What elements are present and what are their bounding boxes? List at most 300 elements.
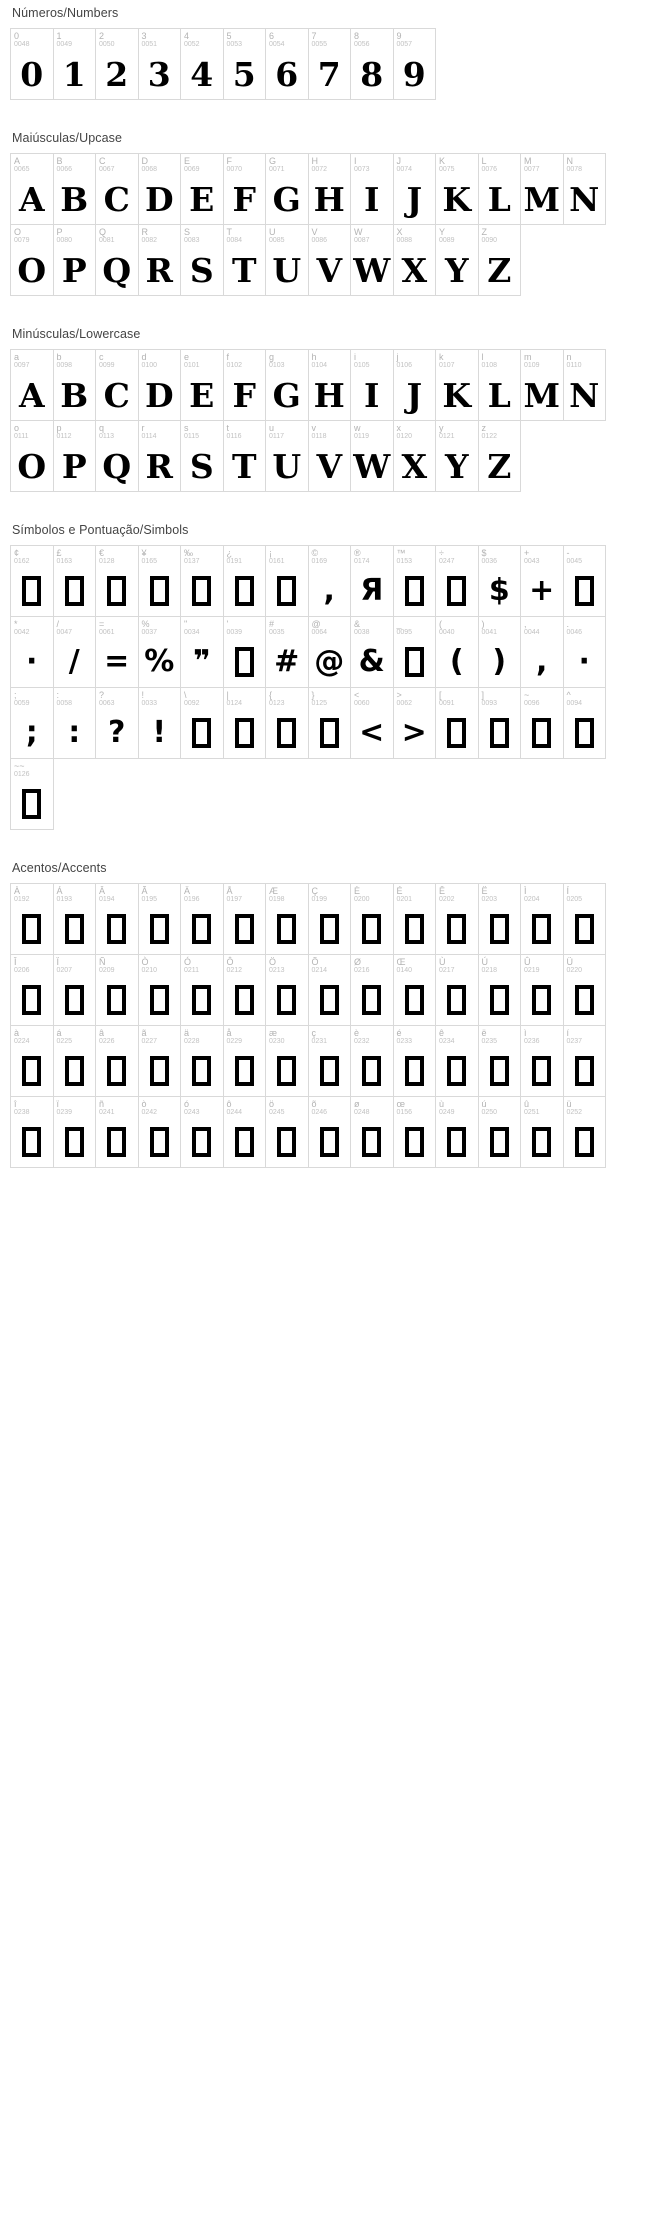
glyph-cell[interactable]: [350, 153, 394, 225]
glyph-cell[interactable]: [563, 616, 607, 688]
glyph-cell[interactable]: [95, 954, 139, 1026]
glyph-cell[interactable]: [308, 420, 352, 492]
glyph-char-label: ó: [184, 1099, 190, 1109]
glyph-code-label: 0203: [481, 896, 498, 903]
glyph-cell[interactable]: [308, 954, 352, 1026]
glyph-preview: %: [144, 644, 175, 679]
glyph-cell[interactable]: [265, 224, 309, 296]
glyph-cell[interactable]: [520, 153, 564, 225]
glyph-cell[interactable]: [478, 883, 522, 955]
glyph-preview: [394, 637, 436, 687]
glyph-preview: F: [232, 375, 256, 415]
glyph-cell[interactable]: [138, 1025, 182, 1097]
glyph-cell[interactable]: [435, 687, 479, 759]
glyph-cell[interactable]: [10, 687, 54, 759]
glyph-code-label: 0073: [354, 166, 370, 173]
section-title: Acentos/Accents: [12, 861, 107, 875]
glyph-grid: [10, 545, 638, 829]
glyph-cell[interactable]: [393, 28, 437, 100]
glyph-code-label: 0249: [439, 1109, 455, 1116]
glyph-cell[interactable]: [180, 883, 224, 955]
glyph-cell[interactable]: [308, 28, 352, 100]
glyph-preview: [436, 1046, 478, 1096]
glyph-cell[interactable]: [180, 420, 224, 492]
glyph-cell[interactable]: [435, 1025, 479, 1097]
glyph-cell[interactable]: [138, 1096, 182, 1168]
glyph-cell[interactable]: [138, 28, 182, 100]
glyph-cell[interactable]: [308, 687, 352, 759]
glyph-cell[interactable]: [95, 687, 139, 759]
glyph-preview: R: [145, 250, 173, 290]
glyph-char-label: €: [99, 548, 105, 558]
glyph-cell[interactable]: [223, 349, 267, 421]
glyph-cell[interactable]: [520, 1025, 564, 1097]
glyph-cell[interactable]: [520, 883, 564, 955]
glyph-cell[interactable]: [10, 954, 54, 1026]
glyph-code-label: 0217: [439, 967, 455, 974]
glyph-cell[interactable]: [350, 1096, 394, 1168]
glyph-cell[interactable]: [138, 954, 182, 1026]
glyph-preview: Y: [444, 250, 469, 290]
glyph-preview: [139, 1046, 181, 1096]
glyph-cell[interactable]: [563, 954, 607, 1026]
glyph-preview: 1: [62, 54, 86, 94]
glyph-code-label: 0099: [99, 362, 115, 369]
glyph-char-label: 3: [141, 31, 147, 41]
glyph-preview: [54, 1046, 96, 1096]
glyph-char-label: $: [481, 548, 487, 558]
glyph-cell[interactable]: [53, 954, 97, 1026]
glyph-code-label: 0251: [524, 1109, 540, 1116]
glyph-cell[interactable]: [350, 616, 394, 688]
glyph-preview: <: [359, 715, 385, 750]
glyph-cell[interactable]: [308, 883, 352, 955]
glyph-cell[interactable]: [265, 883, 309, 955]
glyph-cell[interactable]: [95, 1096, 139, 1168]
glyph-code-label: 0040: [439, 629, 455, 636]
glyph-cell[interactable]: [180, 349, 224, 421]
glyph-cell[interactable]: [563, 1096, 607, 1168]
glyph-cell[interactable]: [350, 687, 394, 759]
glyph-preview: B: [60, 375, 89, 415]
glyph-cell[interactable]: [478, 420, 522, 492]
glyph-cell[interactable]: [138, 349, 182, 421]
glyph-cell[interactable]: [95, 883, 139, 955]
glyph-cell[interactable]: [350, 224, 394, 296]
glyph-cell[interactable]: [95, 28, 139, 100]
glyph-cell[interactable]: [435, 153, 479, 225]
glyph-preview: [309, 1046, 351, 1096]
glyph-cell[interactable]: [223, 1025, 267, 1097]
glyph-cell[interactable]: [308, 545, 352, 617]
glyph-cell[interactable]: [10, 28, 54, 100]
glyph-cell[interactable]: [350, 954, 394, 1026]
glyph-cell[interactable]: [393, 153, 437, 225]
glyph-cell[interactable]: [53, 883, 97, 955]
glyph-cell[interactable]: [520, 616, 564, 688]
glyph-preview: [309, 1117, 351, 1167]
glyph-cell[interactable]: [53, 224, 97, 296]
glyph-preview: 3: [147, 54, 171, 94]
glyph-preview: [394, 1117, 436, 1167]
section-spacer: [0, 491, 661, 507]
glyph-cell[interactable]: [478, 616, 522, 688]
glyph-code-label: 0163: [56, 558, 73, 565]
glyph-cell[interactable]: [520, 349, 564, 421]
glyph-char-label: Ñ: [99, 957, 106, 967]
glyph-cell[interactable]: [223, 616, 267, 688]
glyph-cell[interactable]: [10, 153, 54, 225]
glyph-char-label: ¢: [14, 548, 20, 558]
glyph-char-label: ç: [311, 1028, 316, 1038]
glyph-section-numbers: [0, 0, 661, 115]
section-title: Maiúsculas/Upcase: [12, 131, 123, 145]
glyph-char-label: u: [269, 423, 275, 433]
glyph-cell[interactable]: [53, 153, 97, 225]
glyph-preview: R: [145, 446, 173, 486]
glyph-cell[interactable]: [180, 954, 224, 1026]
glyph-cell[interactable]: [10, 1025, 54, 1097]
glyph-cell[interactable]: [393, 954, 437, 1026]
glyph-cell[interactable]: [138, 687, 182, 759]
glyph-cell[interactable]: [10, 1096, 54, 1168]
glyph-code-label: 0080: [56, 237, 73, 244]
glyph-cell[interactable]: [95, 616, 139, 688]
glyph-code-label: 0061: [99, 629, 115, 636]
glyph-preview: [224, 566, 266, 616]
glyph-cell[interactable]: [180, 1025, 224, 1097]
glyph-cell[interactable]: [53, 28, 97, 100]
glyph-cell[interactable]: [308, 349, 352, 421]
glyph-cell[interactable]: [223, 1096, 267, 1168]
glyph-cell[interactable]: [393, 687, 437, 759]
glyph-cell[interactable]: [350, 1025, 394, 1097]
glyph-cell[interactable]: [265, 687, 309, 759]
glyph-cell[interactable]: [393, 349, 437, 421]
glyph-cell[interactable]: [478, 687, 522, 759]
glyph-char-label: Æ: [269, 886, 278, 896]
glyph-cell[interactable]: [223, 28, 267, 100]
glyph-code-label: 0098: [56, 362, 73, 369]
glyph-code-label: 0106: [396, 362, 413, 369]
glyph-cell[interactable]: [53, 616, 97, 688]
glyph-cell[interactable]: [138, 616, 182, 688]
glyph-preview: T: [231, 250, 257, 290]
glyph-char-label: æ: [269, 1028, 278, 1038]
glyph-cell[interactable]: [563, 1025, 607, 1097]
glyph-preview: ): [492, 644, 507, 679]
glyph-preview: H: [313, 179, 345, 219]
glyph-cell[interactable]: [223, 153, 267, 225]
glyph-char-label: Y: [439, 227, 446, 237]
glyph-cell[interactable]: [53, 1025, 97, 1097]
glyph-cell[interactable]: [435, 883, 479, 955]
glyph-cell[interactable]: [393, 616, 437, 688]
glyph-preview: [139, 1117, 181, 1167]
glyph-preview: K: [442, 375, 472, 415]
glyph-cell[interactable]: [265, 1096, 309, 1168]
glyph-cell[interactable]: [520, 545, 564, 617]
glyph-char-label: n: [566, 352, 572, 362]
glyph-cell[interactable]: [53, 349, 97, 421]
glyph-code-label: 0244: [226, 1109, 243, 1116]
glyph-preview: [436, 1117, 478, 1167]
glyph-cell[interactable]: [10, 616, 54, 688]
glyph-cell[interactable]: [180, 224, 224, 296]
glyph-code-label: 0082: [141, 237, 158, 244]
glyph-cell[interactable]: [95, 420, 139, 492]
glyph-cell[interactable]: [95, 224, 139, 296]
glyph-code-label: 0165: [141, 558, 158, 565]
glyph-preview: N: [569, 179, 600, 219]
glyph-cell[interactable]: [265, 1025, 309, 1097]
glyph-cell[interactable]: [10, 883, 54, 955]
glyph-preview: [96, 975, 138, 1025]
glyph-cell[interactable]: [265, 153, 309, 225]
glyph-cell[interactable]: [520, 687, 564, 759]
glyph-code-label: 0199: [311, 896, 328, 903]
glyph-char-label: }: [311, 690, 315, 700]
glyph-preview: [139, 975, 181, 1025]
glyph-code-label: 0140: [396, 967, 413, 974]
glyph-char-label: ù: [439, 1099, 445, 1109]
glyph-char-label: V: [311, 227, 318, 237]
glyph-code-label: 0068: [141, 166, 158, 173]
glyph-cell[interactable]: [393, 545, 437, 617]
glyph-code-label: 0116: [226, 433, 242, 440]
glyph-code-label: 0038: [354, 629, 370, 636]
glyph-cell[interactable]: [393, 224, 437, 296]
glyph-cell[interactable]: [563, 545, 607, 617]
glyph-cell[interactable]: [478, 954, 522, 1026]
glyph-char-label: v: [311, 423, 316, 433]
glyph-cell[interactable]: [223, 420, 267, 492]
glyph-char-label: T: [226, 227, 232, 237]
glyph-cell[interactable]: [308, 1025, 352, 1097]
glyph-cell[interactable]: [53, 1096, 97, 1168]
glyph-char-label: P: [56, 227, 63, 237]
glyph-char-label: î: [14, 1099, 17, 1109]
glyph-cell[interactable]: [350, 883, 394, 955]
glyph-cell[interactable]: [563, 153, 607, 225]
glyph-cell[interactable]: [435, 420, 479, 492]
glyph-cell[interactable]: [10, 224, 54, 296]
glyph-code-label: 0108: [481, 362, 498, 369]
glyph-cell[interactable]: [180, 687, 224, 759]
glyph-char-label: É: [396, 886, 403, 896]
glyph-cell[interactable]: [563, 687, 607, 759]
glyph-cell[interactable]: [435, 616, 479, 688]
glyph-code-label: 0128: [99, 558, 115, 565]
glyph-cell[interactable]: [393, 883, 437, 955]
glyph-cell[interactable]: [265, 349, 309, 421]
glyph-char-label: 2: [99, 31, 105, 41]
glyph-cell[interactable]: [435, 224, 479, 296]
glyph-cell[interactable]: [350, 28, 394, 100]
glyph-code-label: 0112: [56, 433, 72, 440]
glyph-char-label: 8: [354, 31, 360, 41]
glyph-char-label: ê: [439, 1028, 445, 1038]
glyph-cell[interactable]: [138, 545, 182, 617]
glyph-char-label: Ó: [184, 957, 192, 967]
glyph-cell[interactable]: [138, 420, 182, 492]
glyph-preview: ?: [108, 715, 126, 750]
glyph-cell[interactable]: [435, 349, 479, 421]
glyph-cell[interactable]: [10, 545, 54, 617]
glyph-cell[interactable]: [53, 545, 97, 617]
glyph-char-label: g: [269, 352, 275, 362]
glyph-char-label: L: [481, 156, 487, 166]
glyph-cell[interactable]: [265, 28, 309, 100]
glyph-cell[interactable]: [308, 616, 352, 688]
glyph-char-label: Ø: [354, 957, 362, 967]
glyph-cell[interactable]: [223, 883, 267, 955]
glyph-preview: [181, 1046, 223, 1096]
glyph-cell[interactable]: [350, 349, 394, 421]
glyph-preview: [266, 708, 308, 758]
glyph-cell[interactable]: [393, 420, 437, 492]
glyph-cell[interactable]: [138, 153, 182, 225]
glyph-section-lowercase: [0, 321, 661, 507]
glyph-cell[interactable]: [10, 758, 54, 830]
glyph-preview: [436, 566, 478, 616]
glyph-code-label: 0200: [354, 896, 370, 903]
glyph-char-label: À: [14, 886, 21, 896]
glyph-cell[interactable]: [10, 349, 54, 421]
glyph-cell[interactable]: [563, 883, 607, 955]
glyph-code-label: 0051: [141, 41, 158, 48]
glyph-cell[interactable]: [478, 1025, 522, 1097]
glyph-cell[interactable]: [180, 153, 224, 225]
glyph-preview: [564, 1117, 606, 1167]
glyph-cell[interactable]: [53, 420, 97, 492]
glyph-cell[interactable]: [95, 349, 139, 421]
glyph-char-label: ™: [396, 548, 406, 558]
glyph-cell[interactable]: [478, 1096, 522, 1168]
glyph-cell[interactable]: [350, 545, 394, 617]
glyph-cell[interactable]: [53, 687, 97, 759]
glyph-cell[interactable]: [308, 153, 352, 225]
glyph-preview: 2: [105, 54, 129, 94]
glyph-preview: [266, 975, 308, 1025]
glyph-cell[interactable]: [223, 954, 267, 1026]
glyph-preview: Y: [444, 446, 469, 486]
glyph-cell[interactable]: [350, 420, 394, 492]
glyph-code-label: 0212: [226, 967, 243, 974]
glyph-preview: +: [529, 573, 555, 608]
glyph-cell[interactable]: [138, 224, 182, 296]
glyph-char-label: W: [354, 227, 363, 237]
glyph-cell[interactable]: [308, 1096, 352, 1168]
glyph-code-label: 0085: [269, 237, 285, 244]
glyph-char-label: E: [184, 156, 191, 166]
glyph-cell[interactable]: [393, 1096, 437, 1168]
glyph-char-label: F: [226, 156, 232, 166]
glyph-char-label: m: [524, 352, 532, 362]
glyph-cell[interactable]: [478, 349, 522, 421]
glyph-code-label: 0124: [226, 700, 243, 707]
glyph-code-label: 0198: [269, 896, 285, 903]
glyph-char-label: #: [269, 619, 275, 629]
glyph-cell[interactable]: [520, 1096, 564, 1168]
glyph-char-label: &: [354, 619, 361, 629]
glyph-cell[interactable]: [138, 883, 182, 955]
glyph-code-label: 0111: [14, 433, 29, 440]
glyph-cell[interactable]: [95, 153, 139, 225]
glyph-code-label: 0248: [354, 1109, 370, 1116]
glyph-cell[interactable]: [435, 545, 479, 617]
glyph-preview: [54, 975, 96, 1025]
glyph-cell[interactable]: [265, 420, 309, 492]
glyph-cell[interactable]: [95, 545, 139, 617]
glyph-preview: /: [68, 644, 80, 679]
glyph-code-label: 0153: [396, 558, 413, 565]
glyph-char-label: .: [566, 619, 570, 629]
glyph-code-label: 0101: [184, 362, 200, 369]
glyph-char-label: å: [226, 1028, 232, 1038]
glyph-preview: [11, 779, 53, 829]
glyph-preview: [54, 566, 96, 616]
glyph-cell[interactable]: [478, 153, 522, 225]
glyph-cell[interactable]: [223, 224, 267, 296]
glyph-code-label: 0218: [481, 967, 498, 974]
glyph-cell[interactable]: [265, 616, 309, 688]
glyph-cell[interactable]: [180, 28, 224, 100]
glyph-cell[interactable]: [435, 954, 479, 1026]
glyph-code-label: 0245: [269, 1109, 285, 1116]
glyph-preview: [96, 1046, 138, 1096]
glyph-cell[interactable]: [393, 1025, 437, 1097]
glyph-preview: [181, 975, 223, 1025]
glyph-char-label: Œ: [396, 957, 406, 967]
glyph-char-label: ò: [141, 1099, 147, 1109]
glyph-cell[interactable]: [478, 545, 522, 617]
glyph-preview: M: [523, 179, 561, 219]
glyph-cell[interactable]: [520, 954, 564, 1026]
glyph-char-label: ñ: [99, 1099, 105, 1109]
glyph-code-label: 0044: [524, 629, 540, 636]
glyph-cell[interactable]: [478, 224, 522, 296]
glyph-cell[interactable]: [435, 1096, 479, 1168]
glyph-preview: [564, 1046, 606, 1096]
glyph-cell[interactable]: [223, 687, 267, 759]
glyph-code-label: 0072: [311, 166, 328, 173]
glyph-cell[interactable]: [180, 616, 224, 688]
glyph-code-label: 0036: [481, 558, 498, 565]
glyph-cell[interactable]: [95, 1025, 139, 1097]
glyph-cell[interactable]: [223, 545, 267, 617]
glyph-char-label: {: [269, 690, 273, 700]
glyph-cell[interactable]: [265, 545, 309, 617]
glyph-char-label: Ä: [184, 886, 191, 896]
glyph-code-label: 0216: [354, 967, 370, 974]
glyph-char-label: \: [184, 690, 187, 700]
glyph-char-label: ¡: [269, 548, 272, 558]
glyph-preview: [224, 1046, 266, 1096]
glyph-cell[interactable]: [563, 349, 607, 421]
glyph-cell[interactable]: [265, 954, 309, 1026]
glyph-code-label: 0220: [566, 967, 583, 974]
glyph-cell[interactable]: [180, 545, 224, 617]
glyph-cell[interactable]: [180, 1096, 224, 1168]
glyph-cell[interactable]: [308, 224, 352, 296]
glyph-char-label: ë: [481, 1028, 487, 1038]
glyph-char-label: y: [439, 423, 444, 433]
glyph-code-label: 0048: [14, 41, 30, 48]
glyph-cell[interactable]: [10, 420, 54, 492]
glyph-code-label: 0250: [481, 1109, 498, 1116]
glyph-preview: [394, 975, 436, 1025]
